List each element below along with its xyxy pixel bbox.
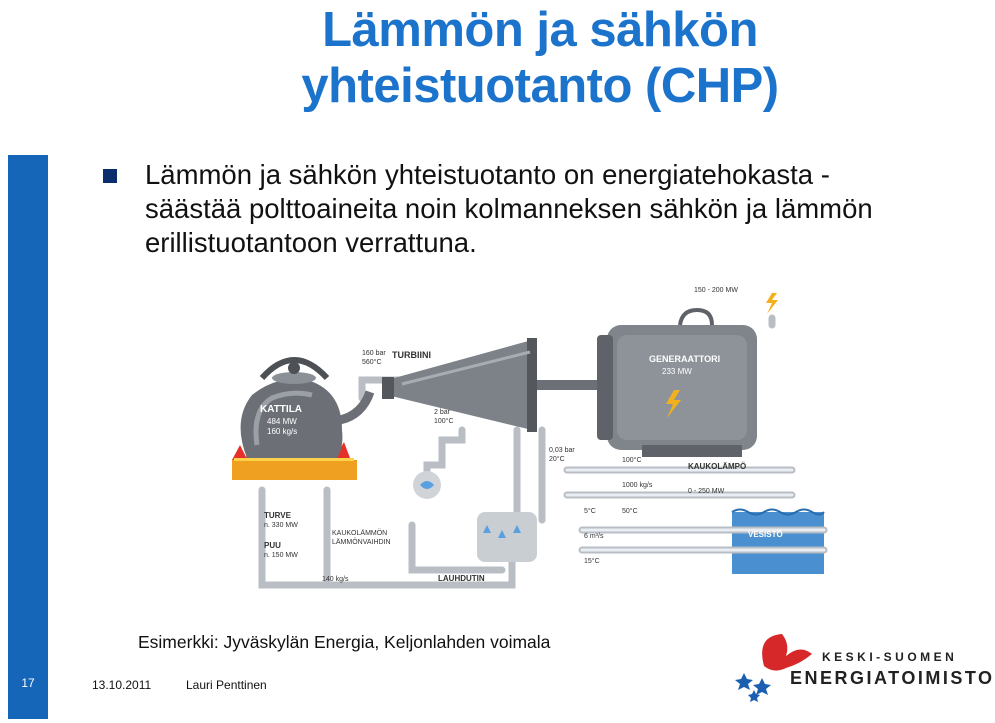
fuel-peat-power: n. 330 MW [264,522,298,529]
footer-date: 13.10.2011 [92,678,152,692]
fuel-peat: TURVE [264,511,291,520]
generator-power: 233 MW [662,367,692,376]
turbine-out-temp: 100°C [434,418,454,425]
district-heat-label: KAUKOLÄMPÖ [688,462,747,471]
hx-label-2: LÄMMÖNVAIHDIN [332,539,391,546]
power-output: 150 - 200 MW [694,287,738,294]
condenser-pressure: 0,03 bar [549,447,575,454]
waterway-area [732,512,824,574]
logo-text-line2: ENERGIATOIMISTO [790,668,995,688]
turbine-label: TURBIINI [392,350,431,360]
chp-plant-diagram [212,280,824,600]
sidebar-bar [8,155,48,719]
dh-temp: 100°C [622,457,642,464]
waterway-label: VESISTÖ [748,530,783,539]
generator-label: GENERAATTORI [649,354,721,364]
bullet-line-3: erillistuotantoon verrattuna. [145,227,477,258]
condenser-label: LAUHDUTIN [438,574,485,583]
turbine-out-pressure: 2 bar [434,409,450,416]
dh-flow: 1000 kg/s [622,482,653,489]
steam-temp: 560°C [362,359,382,366]
fuel-wood-power: n. 150 MW [264,552,298,559]
dh-power: 0 - 250 MW [688,488,725,495]
condenser-icon [477,512,537,562]
kettle-power: 484 MW [267,417,297,426]
kettle-label: KATTILA [260,404,303,415]
slide-number: 17 [21,676,35,690]
temp-5: 5°C [584,508,596,515]
temp-15: 15°C [584,558,600,565]
condenser-temp: 20°C [549,456,565,463]
power-lightning-icon [766,293,778,314]
title-line-2: yhteistuotanto (CHP) [301,59,779,113]
image-caption: Esimerkki: Jyväskylän Energia, Keljonlahden voimala [138,632,551,652]
bullet-line-2: säästää polttoaineita noin kolmanneksen sähkön ja lämmön [145,193,873,224]
water-flow: 6 m³/s [584,533,604,540]
energiatoimisto-logo [734,628,995,718]
bullet-square-icon [103,169,117,183]
bullet-line-1: Lämmön ja sähkön yhteistuotanto on energiatehokasta - [145,159,830,190]
feed-flow: 140 kg/s [322,576,349,583]
fuel-wood: PUU [264,541,281,550]
hx-label-1: KAUKOLÄMMÖN [332,530,388,537]
title-line-1: Lämmön ja sähkön [322,3,758,57]
temp-50: 50°C [622,508,638,515]
footer-author: Lauri Penttinen [186,678,267,692]
bullet-text [145,158,965,260]
generator-icon [597,310,757,457]
slide-title [200,2,880,114]
steam-pressure: 160 bar [362,350,386,357]
logo-text-line1: KESKI-SUOMEN [822,650,958,664]
kettle-flow: 160 kg/s [267,427,298,436]
